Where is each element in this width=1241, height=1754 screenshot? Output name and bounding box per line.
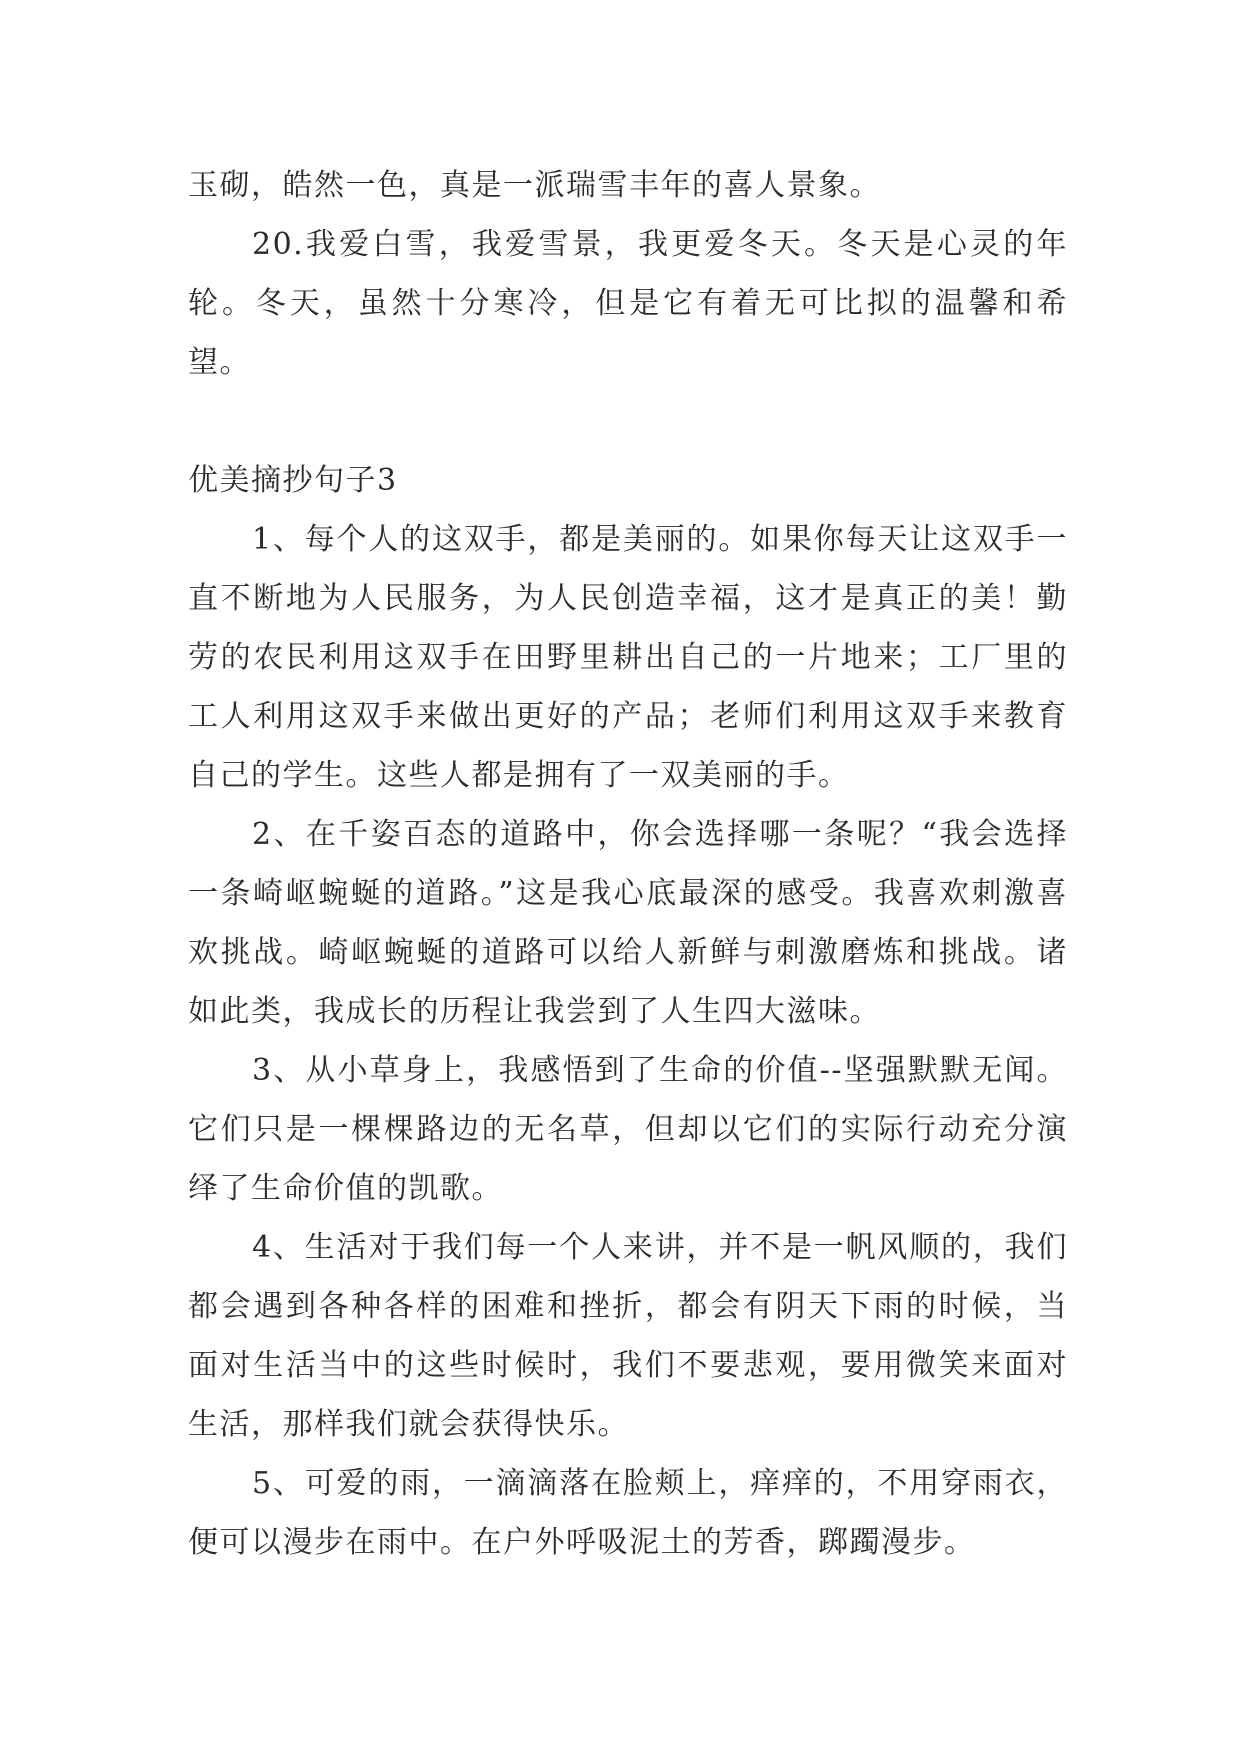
paragraph-continued: 玉砌，皓然一色，真是一派瑞雪丰年的喜人景象。 (188, 168, 881, 203)
list-item: 2、在千姿百态的道路中，你会选择哪一条呢？“我会选择一条崎岖蜿蜒的道路。”这是我心底最深的感受。我喜欢刺激喜欢挑战。崎岖蜿蜒的道路可以给人新鲜与刺激磨炼和挑战。诸如此类，我成长的历程让我尝到了人生四大滋味。 (188, 817, 1068, 1029)
section-heading: 优美摘抄句子3 (188, 463, 398, 498)
list-item: 1、每个人的这双手，都是美丽的。如果你每天让这双手一直不断地为人民服务，为人民创造幸福，这才是真正的美！勤劳的农民利用这双手在田野里耕出自己的一片地来；工厂里的工人利用这双手来做出更好的产品；老师们利用这双手来教育自己的学生。这些人都是拥有了一双美丽的手。 (188, 522, 1068, 793)
list-item: 5、可爱的雨，一滴滴落在脸颊上，痒痒的，不用穿雨衣，便可以漫步在雨中。在户外呼吸泥土的芳香，踯躅漫步。 (188, 1466, 1068, 1560)
list-item: 4、生活对于我们每一个人来讲，并不是一帆风顺的，我们都会遇到各种各样的困难和挫折，都会有阴天下雨的时候，当面对生活当中的这些时候时，我们不要悲观，要用微笑来面对生活，那样我们就会获得快乐。 (188, 1230, 1068, 1442)
document-page (188, 156, 1068, 1572)
paragraph-20: 20.我爱白雪，我爱雪景，我更爱冬天。冬天是心灵的年轮。冬天，虽然十分寒冷，但是它有着无可比拟的温馨和希望。 (188, 227, 1068, 380)
list-item: 3、从小草身上，我感悟到了生命的价值--坚强默默无闻。它们只是一棵棵路边的无名草，但却以它们的实际行动充分演绎了生命价值的凯歌。 (188, 1053, 1068, 1206)
